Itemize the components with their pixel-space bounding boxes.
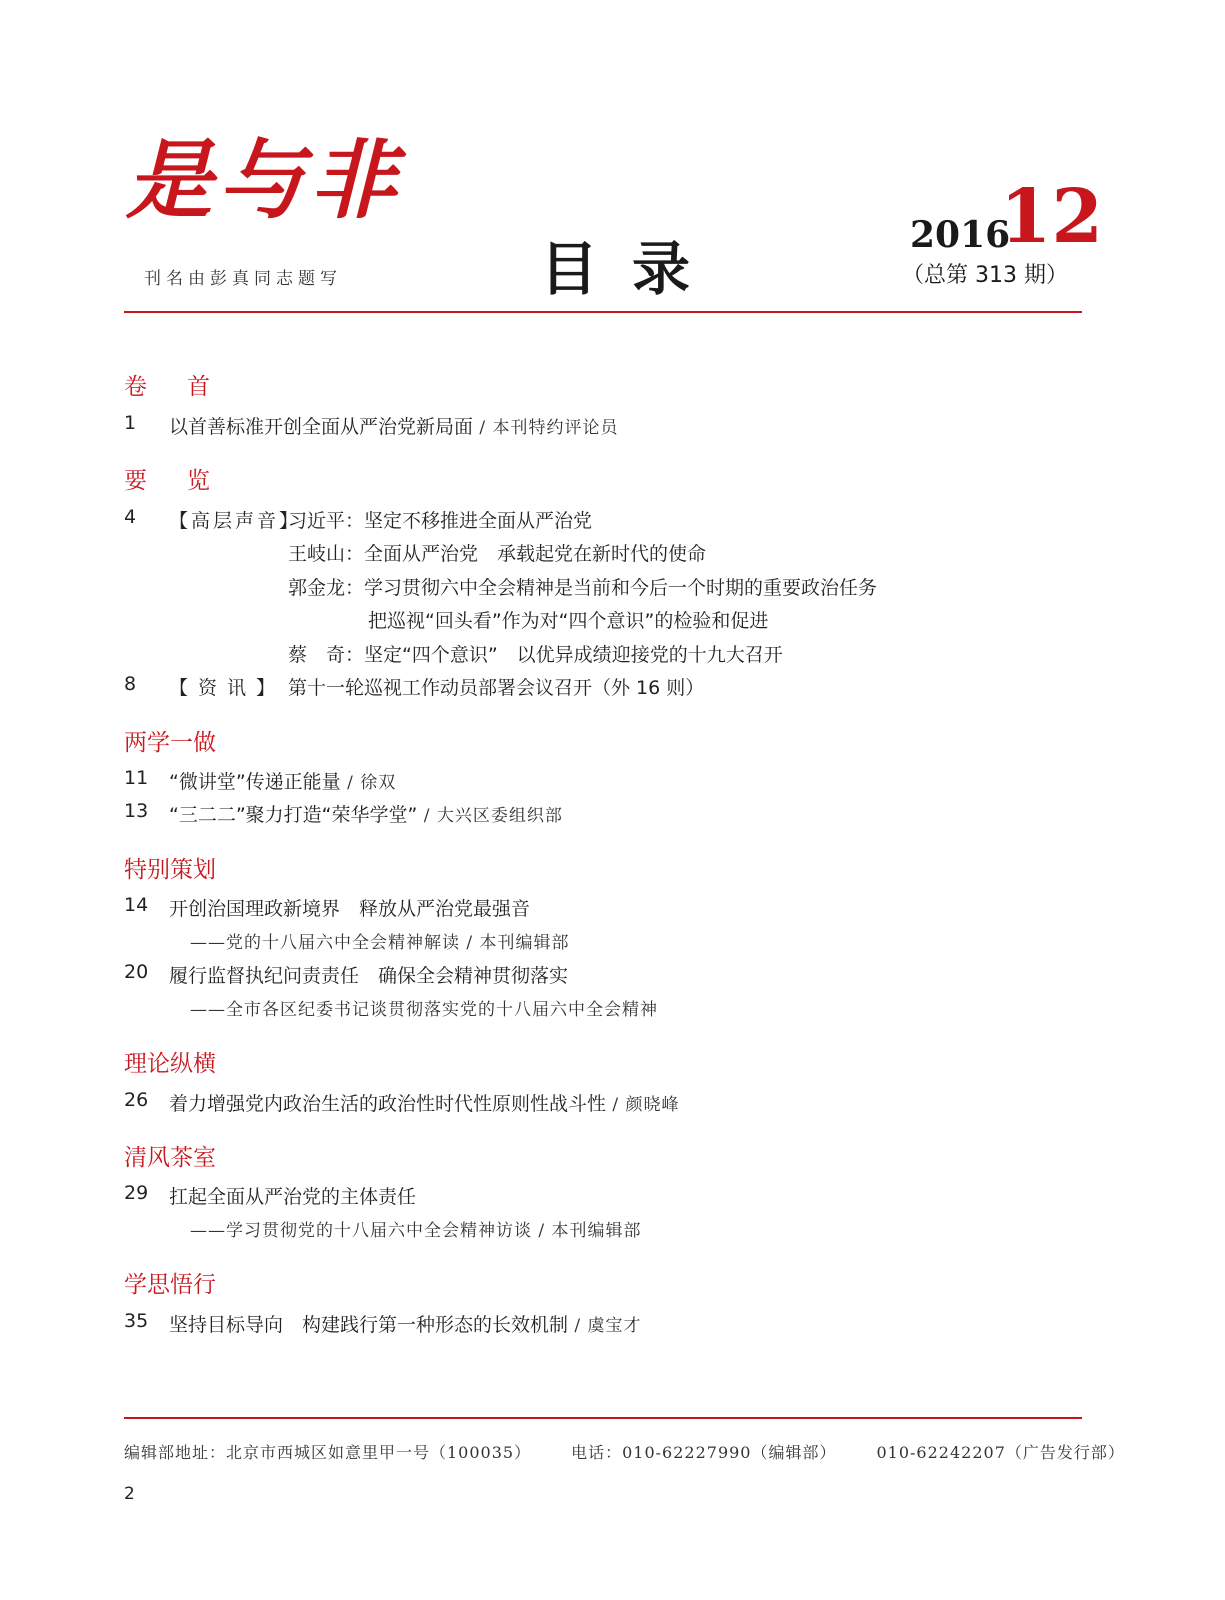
entry-subtitle: ——党的十八届六中全会精神解读 / 本刊编辑部 [190, 933, 570, 953]
masthead-logo: 是与非 [126, 130, 402, 231]
entry-page: 4 [124, 506, 137, 528]
footer-phone-editorial: 电话：010-62227990（编辑部） [571, 1443, 837, 1462]
entry-page: 20 [124, 961, 149, 983]
entry-author: / 本刊特约评论员 [473, 418, 619, 438]
section-title: 清风茶室 [124, 1145, 216, 1171]
entry-page: 35 [124, 1310, 149, 1332]
entry-page: 29 [124, 1182, 149, 1204]
entry-title: “微讲堂”传递正能量 [169, 771, 341, 793]
entry-page: 26 [124, 1089, 149, 1111]
entry-subtitle: ——学习贯彻党的十八届六中全会精神访谈 / 本刊编辑部 [190, 1221, 642, 1241]
toc-entry[interactable]: 郭金龙：学习贯彻六中全会精神是当前和今后一个时期的重要政治任务 [288, 577, 878, 599]
toc-entry[interactable] [169, 767, 396, 794]
entry-title: “三二二”聚力打造“荣华学堂” [169, 804, 418, 826]
entry-author: / 颜晓峰 [606, 1095, 680, 1115]
entry-subtitle: ——全市各区纪委书记谈贯彻落实党的十八届六中全会精神 [190, 1000, 658, 1020]
toc-entry[interactable]: 第十一轮巡视工作动员部署会议召开（外 16 则） [288, 677, 705, 699]
toc-entry[interactable]: 扛起全面从严治党的主体责任 [169, 1186, 417, 1208]
section-title: 学思悟行 [124, 1272, 216, 1298]
issue-month: 12 [1000, 174, 1103, 260]
section-title: 要览 [124, 468, 250, 494]
entry-page: 11 [124, 767, 149, 789]
toc-entry[interactable]: 蔡 奇：坚定“四个意识” 以优异成绩迎接党的十九大召开 [288, 644, 783, 666]
toc-entry[interactable] [169, 412, 619, 439]
toc-entry[interactable] [169, 1310, 642, 1337]
footer-address: 编辑部地址：北京市西城区如意里甲一号（100035） [124, 1443, 532, 1462]
toc-entry[interactable] [169, 1089, 680, 1116]
entry-tag: 【资讯】 [169, 677, 286, 699]
entry-title: 以首善标准开创全面从严治党新局面 [169, 416, 474, 438]
entry-tag: 【高层声音】 [169, 510, 302, 532]
footer-phone-advertising: 010-62242207（广告发行部） [876, 1443, 1125, 1462]
entry-page: 8 [124, 673, 137, 695]
section-title: 理论纵横 [124, 1051, 216, 1077]
masthead-subtitle: 刊名由彭真同志题写 [144, 269, 342, 289]
toc-entry[interactable] [169, 800, 563, 827]
issue-total-number: （总第 313 期） [902, 263, 1068, 288]
toc-entry[interactable]: 习近平：坚定不移推进全面从严治党 [288, 510, 593, 532]
section-title: 卷首 [124, 374, 250, 400]
entry-author: / 大兴区委组织部 [417, 806, 563, 826]
entry-title: 着力增强党内政治生活的政治性时代性原则性战斗性 [169, 1093, 607, 1115]
entry-page: 13 [124, 800, 149, 822]
toc-entry-continued[interactable]: 把巡视“回头看”作为对“四个意识”的检验和促进 [368, 610, 769, 632]
toc-entry[interactable]: 开创治国理政新境界 释放从严治党最强音 [169, 898, 531, 920]
entry-title: 坚持目标导向 构建践行第一种形态的长效机制 [169, 1314, 569, 1336]
footer-divider [124, 1417, 1082, 1419]
section-title: 两学一做 [124, 730, 216, 756]
entry-page: 14 [124, 894, 149, 916]
footer-contact [124, 1440, 1165, 1463]
page-title: 目录 [540, 235, 725, 303]
page-number: 2 [124, 1484, 135, 1504]
issue-year: 2016 [910, 214, 1011, 256]
section-title: 特别策划 [124, 857, 216, 883]
toc-entry[interactable]: 履行监督执纪问责责任 确保全会精神贯彻落实 [169, 965, 569, 987]
header-divider [124, 311, 1082, 313]
entry-author: / 徐双 [340, 773, 397, 793]
entry-page: 1 [124, 412, 137, 434]
entry-author: / 虞宝才 [568, 1316, 642, 1336]
toc-entry[interactable]: 王岐山：全面从严治党 承载起党在新时代的使命 [288, 543, 707, 565]
